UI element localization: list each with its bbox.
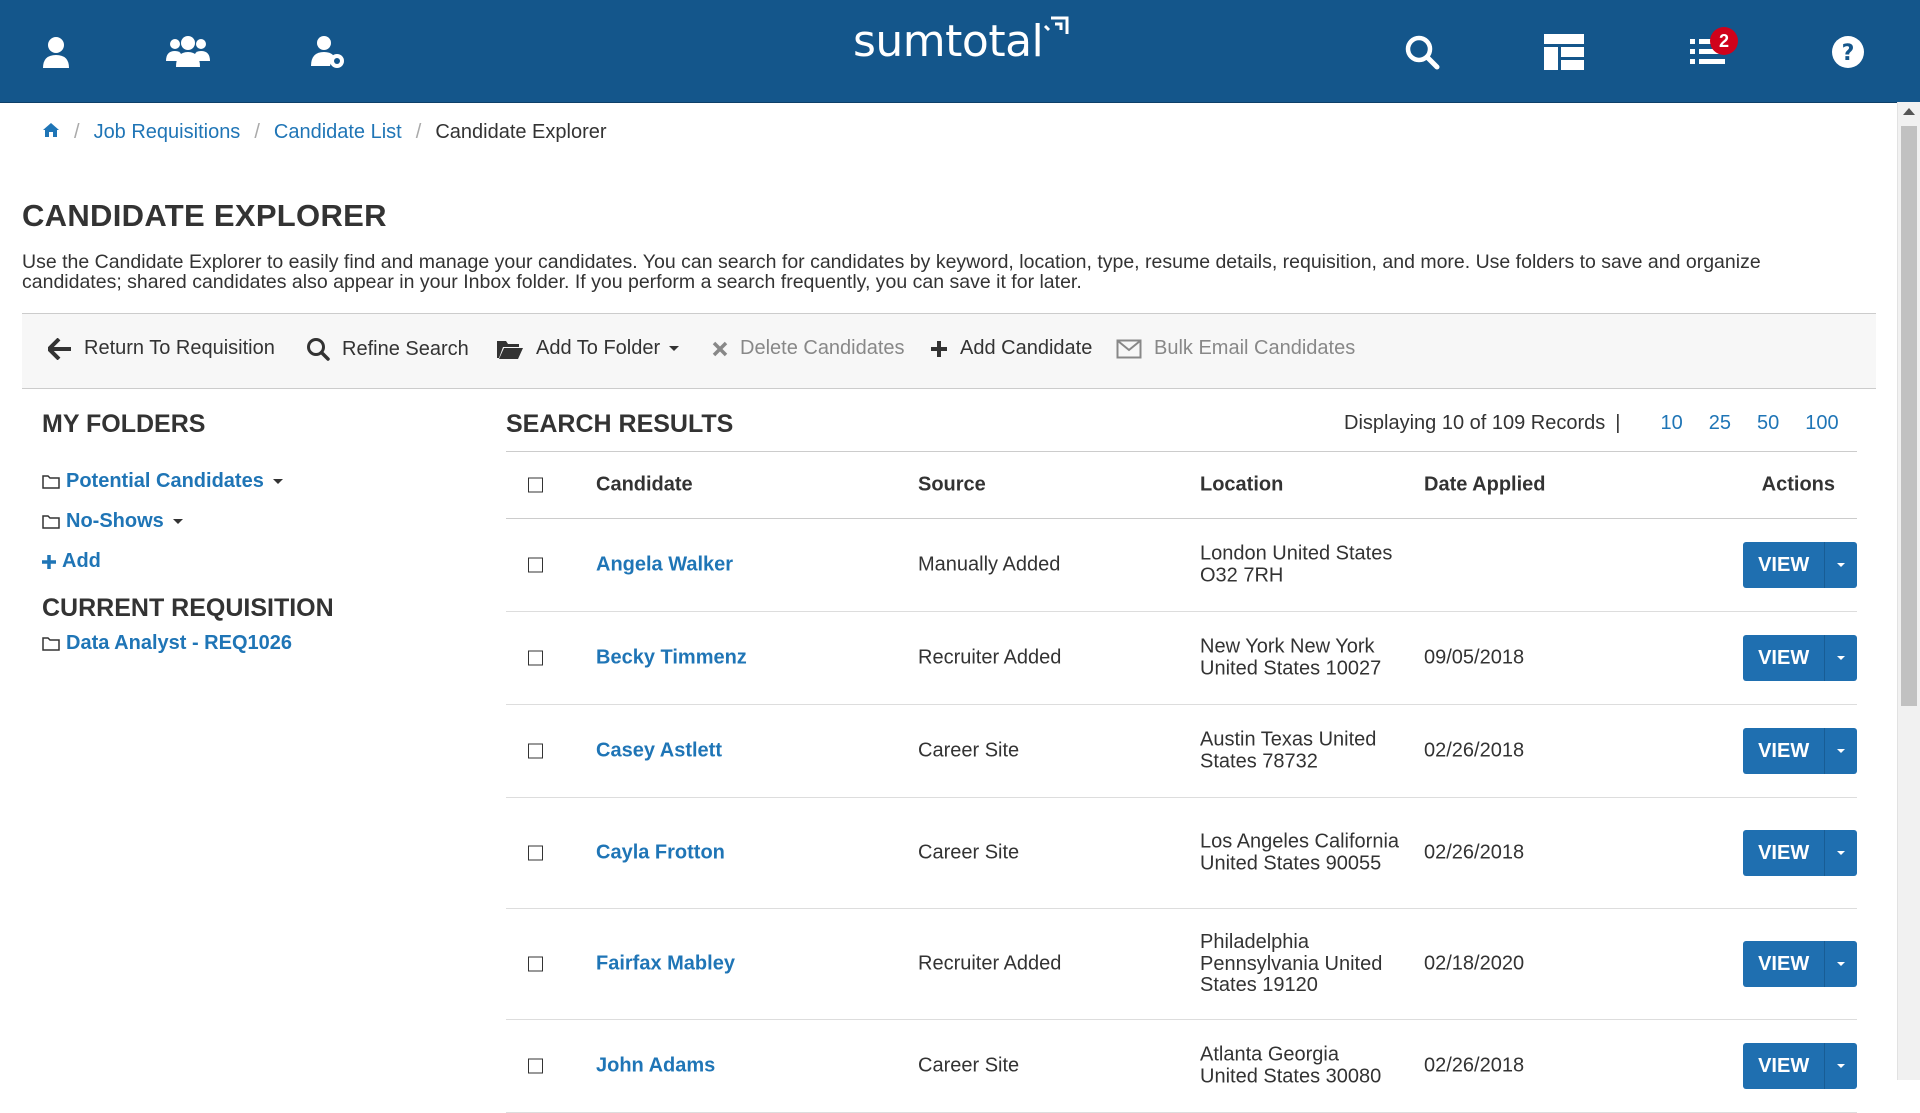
home-icon[interactable]: [42, 121, 60, 144]
candidate-location: Austin Texas United States 78732: [1200, 728, 1377, 772]
caret-down-icon: [1837, 563, 1845, 567]
view-button[interactable]: [1743, 830, 1857, 876]
candidate-location: Atlanta Georgia United States 30080: [1200, 1043, 1382, 1087]
view-dropdown-toggle[interactable]: [1824, 1043, 1857, 1089]
column-header-source[interactable]: Source: [918, 473, 986, 496]
candidate-location: New York New York United States 10027: [1200, 635, 1382, 679]
caret-down-icon: [1837, 749, 1845, 753]
arrow-left-icon: [48, 338, 72, 360]
view-button-label: VIEW: [1758, 952, 1810, 975]
action-toolbar: [22, 313, 1876, 389]
return-to-requisition-button[interactable]: Return To Requisition: [48, 337, 275, 360]
bulk-email-candidates-button[interactable]: Bulk Email Candidates: [1116, 337, 1355, 360]
row-checkbox[interactable]: [528, 1059, 543, 1074]
records-count: Displaying 10 of 109 Records: [1344, 412, 1606, 434]
svg-text:?: ?: [1841, 41, 1855, 66]
add-folder-link[interactable]: Add: [42, 550, 101, 573]
candidate-location: Philadelphia Pennsylvania United States 19120: [1200, 930, 1383, 996]
table-row: [506, 705, 1857, 798]
current-requisition-link[interactable]: Data Analyst - REQ1026: [42, 632, 292, 655]
add-to-folder-dropdown[interactable]: Add To Folder: [496, 337, 679, 360]
search-results-heading: SEARCH RESULTS: [506, 410, 734, 438]
delete-candidates-button[interactable]: Delete Candidates: [712, 337, 905, 360]
select-all-checkbox[interactable]: [528, 478, 543, 493]
caret-down-icon: [1837, 851, 1845, 855]
my-folders-heading: MY FOLDERS: [42, 410, 206, 438]
folder-no-shows[interactable]: No-Shows: [42, 510, 183, 533]
column-header-actions: Actions: [1761, 473, 1835, 496]
folder-open-icon: [496, 338, 524, 360]
candidate-location: London United States O32 7RH: [1200, 542, 1393, 586]
plus-icon: [42, 555, 56, 569]
candidate-name-link[interactable]: Cayla Frotton: [596, 841, 725, 864]
candidate-location: Los Angeles California United States 90055: [1200, 830, 1400, 874]
view-button-label: VIEW: [1758, 841, 1810, 864]
row-checkbox[interactable]: [528, 957, 543, 972]
page-size-100[interactable]: 100: [1805, 412, 1839, 434]
view-button[interactable]: [1743, 728, 1857, 774]
breadcrumb-job-requisitions[interactable]: Job Requisitions: [93, 121, 241, 143]
chevron-down-icon: [669, 346, 679, 351]
candidate-date-applied: 09/05/2018: [1424, 646, 1525, 669]
candidate-name-link[interactable]: John Adams: [596, 1054, 716, 1077]
caret-down-icon: [1837, 656, 1845, 660]
page-size-25[interactable]: 25: [1708, 412, 1731, 434]
chevron-down-icon[interactable]: [173, 519, 183, 524]
notification-badge: 2: [1710, 27, 1738, 55]
view-button-label: VIEW: [1758, 553, 1810, 576]
page-scrollbar[interactable]: [1897, 102, 1920, 1080]
candidate-name-link[interactable]: Becky Timmenz: [596, 646, 747, 669]
view-button-label: VIEW: [1758, 1054, 1810, 1077]
view-dropdown-toggle[interactable]: [1824, 635, 1857, 681]
divider: |: [1615, 412, 1621, 434]
table-header: [506, 452, 1857, 519]
candidate-source: Career Site: [918, 841, 1020, 864]
folder-icon: [42, 474, 60, 489]
user-icon[interactable]: [32, 28, 80, 76]
scrollbar-thumb[interactable]: [1901, 126, 1917, 706]
logo-mark-icon: [1043, 14, 1073, 44]
table-row: [506, 1020, 1857, 1113]
page-size-50[interactable]: 50: [1756, 412, 1780, 434]
current-requisition-heading: CURRENT REQUISITION: [42, 594, 334, 622]
candidate-date-applied: 02/26/2018: [1424, 739, 1525, 762]
view-button[interactable]: [1743, 1043, 1857, 1089]
records-info: [1344, 412, 1839, 435]
candidate-name-link[interactable]: Casey Astlett: [596, 739, 722, 762]
candidate-name-link[interactable]: Angela Walker: [596, 553, 734, 576]
page-size-10[interactable]: 10: [1660, 412, 1683, 434]
row-checkbox[interactable]: [528, 846, 543, 861]
row-checkbox[interactable]: [528, 558, 543, 573]
breadcrumb-candidate-list[interactable]: Candidate List: [273, 121, 402, 143]
view-button-label: VIEW: [1758, 646, 1810, 669]
table-row: [506, 909, 1857, 1020]
table-row: [506, 612, 1857, 705]
top-nav-bar: [0, 0, 1920, 103]
breadcrumb-separator: /: [74, 121, 80, 143]
users-group-icon[interactable]: [164, 28, 212, 76]
view-button-label: VIEW: [1758, 739, 1810, 762]
candidate-date-applied: 02/18/2020: [1424, 952, 1525, 975]
sumtotal-logo[interactable]: sumtotal: [853, 16, 1043, 76]
folder-potential-candidates[interactable]: Potential Candidates: [42, 470, 283, 493]
plus-icon: [930, 340, 948, 358]
scroll-up-arrow-icon[interactable]: [1903, 108, 1915, 115]
folder-icon: [42, 514, 60, 529]
refine-search-button[interactable]: Refine Search: [306, 337, 469, 361]
chevron-down-icon[interactable]: [273, 479, 283, 484]
view-button[interactable]: [1743, 941, 1857, 987]
envelope-icon: [1116, 339, 1142, 359]
caret-down-icon: [1837, 962, 1845, 966]
view-button[interactable]: [1743, 542, 1857, 588]
caret-down-icon: [1837, 1064, 1845, 1068]
user-settings-icon[interactable]: [304, 28, 352, 76]
candidate-source: Recruiter Added: [918, 646, 1062, 669]
column-header-date-applied[interactable]: Date Applied: [1424, 473, 1546, 496]
candidate-source: Career Site: [918, 739, 1020, 762]
search-icon[interactable]: [1398, 28, 1446, 76]
view-button[interactable]: [1743, 635, 1857, 681]
candidate-source: Recruiter Added: [918, 952, 1062, 975]
results-table: [506, 451, 1857, 1113]
view-dropdown-toggle[interactable]: [1824, 728, 1857, 774]
search-icon: [306, 337, 330, 361]
view-dropdown-toggle[interactable]: [1824, 542, 1857, 588]
breadcrumb-separator: /: [254, 121, 260, 143]
folder-icon: [42, 636, 60, 651]
table-row: [506, 798, 1857, 909]
breadcrumb: [42, 121, 607, 144]
row-checkbox[interactable]: [528, 651, 543, 666]
view-dropdown-toggle[interactable]: [1824, 830, 1857, 876]
table-row: [506, 519, 1857, 612]
breadcrumb-current: Candidate Explorer: [435, 121, 607, 143]
candidate-date-applied: 02/26/2018: [1424, 841, 1525, 864]
breadcrumb-separator: /: [415, 121, 422, 143]
dashboard-icon[interactable]: [1540, 28, 1588, 76]
page-title: CANDIDATE EXPLORER: [22, 198, 387, 233]
add-candidate-button[interactable]: Add Candidate: [930, 337, 1092, 360]
candidate-date-applied: 02/26/2018: [1424, 1054, 1525, 1077]
column-header-location[interactable]: Location: [1200, 473, 1284, 496]
candidate-source: Career Site: [918, 1054, 1020, 1077]
row-checkbox[interactable]: [528, 744, 543, 759]
close-icon: [712, 341, 728, 357]
candidate-source: Manually Added: [918, 553, 1061, 576]
candidate-name-link[interactable]: Fairfax Mabley: [596, 952, 735, 975]
column-header-candidate[interactable]: Candidate: [596, 473, 693, 496]
help-icon[interactable]: [1824, 28, 1872, 76]
page-description: Use the Candidate Explorer to easily find and manage your candidates. You can search for candidates by keyword, location, type, resume details, requisition, and more. Use folders to save and organize candidates; shared candidates also appear in your Inbox folder. If you perform a search frequently, you can save it for later.: [22, 251, 1761, 293]
view-dropdown-toggle[interactable]: [1824, 941, 1857, 987]
